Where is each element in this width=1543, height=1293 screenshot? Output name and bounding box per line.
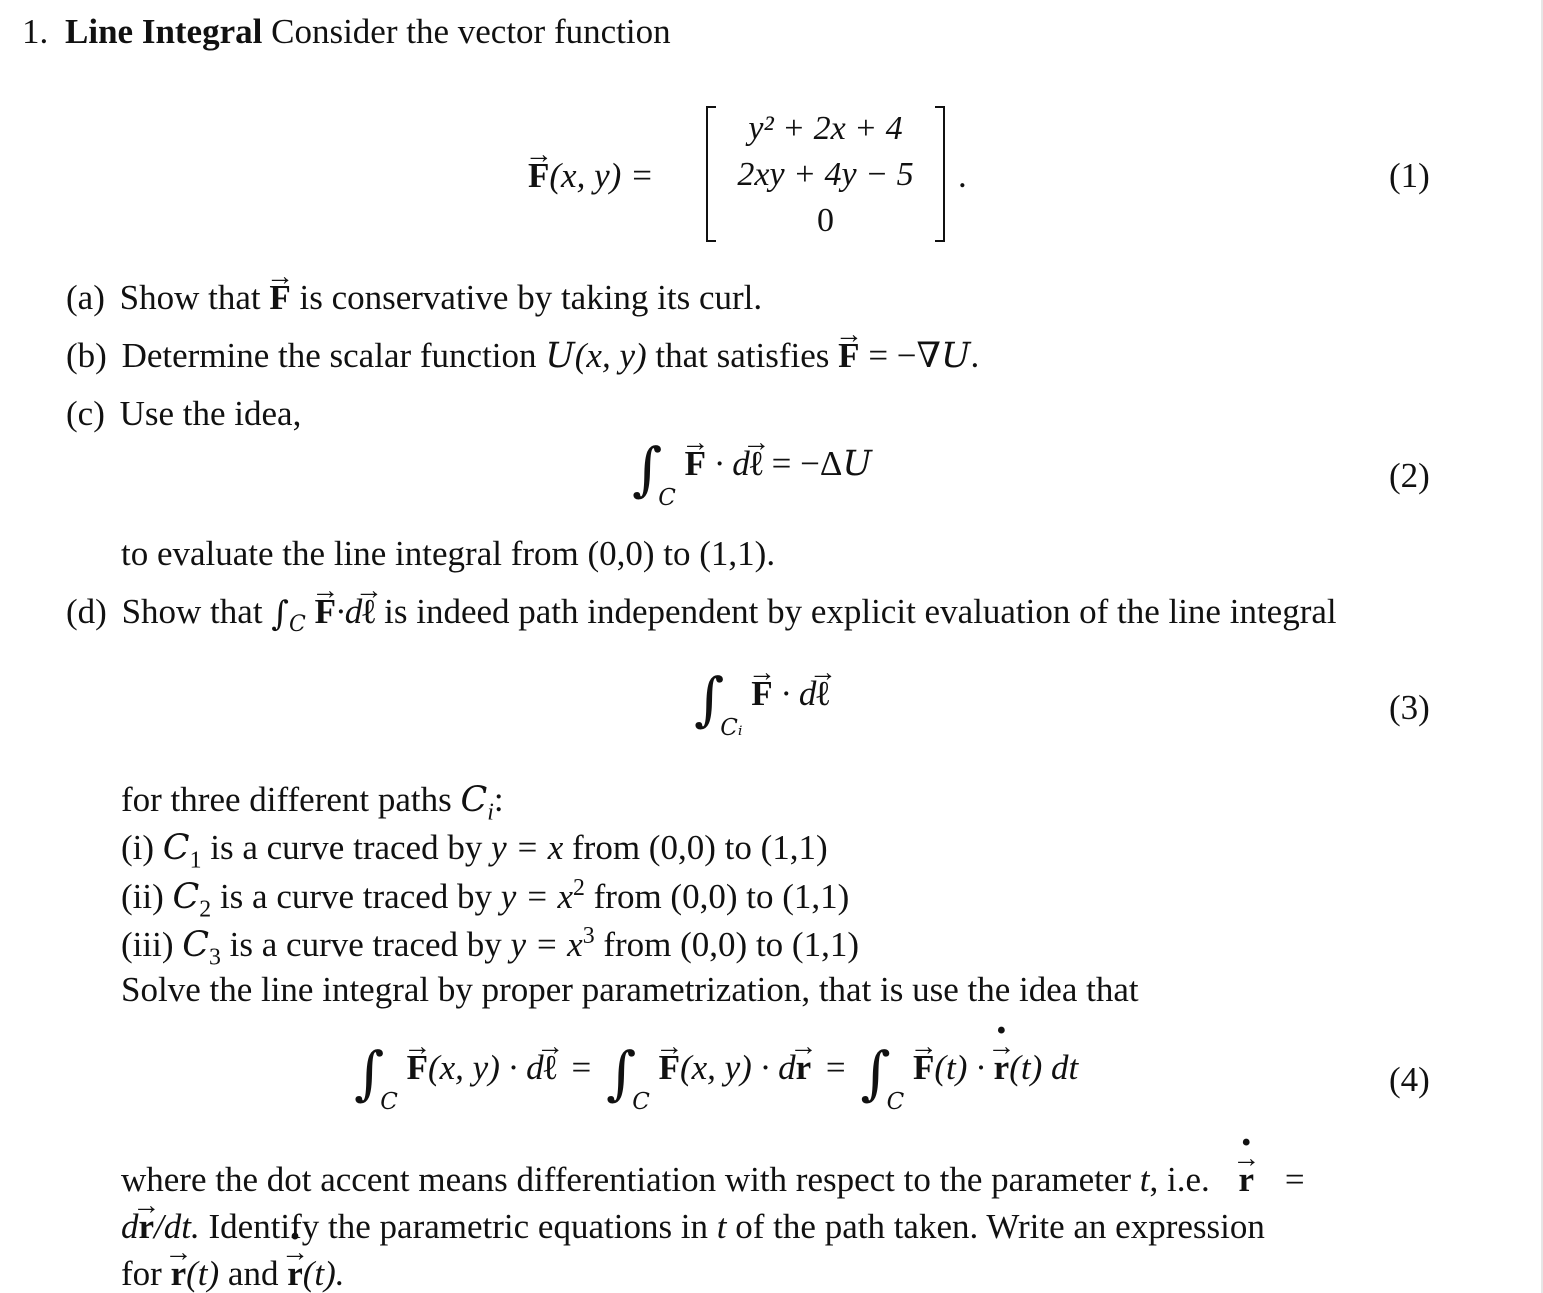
path-2-label: (ii) [121,877,164,917]
part-b-args: (x, y) [574,336,647,375]
paths-intro-end: : [493,780,504,819]
part-d-label: (d) [66,592,107,631]
eq2 [632,435,872,511]
path-3 [121,925,859,970]
integral-sign: ∫ [354,1039,385,1107]
vector-r: → r [171,1256,187,1291]
eq3-sub: Cᵢ [720,715,743,741]
where-line-2-pre: d [121,1207,139,1246]
path-2-post: from (0,0) to (1,1) [593,877,850,917]
path-3-label: (iii) [121,925,174,965]
scalar-U: U [940,336,971,376]
path-3-sym: C [182,925,210,966]
integral-sign: ∫ [860,1039,891,1107]
part-b-eq: = −∇ [868,336,941,375]
problem-intro: Consider the vector function [271,12,671,51]
path-1-eq: y = x [491,828,564,867]
eq2-sub: C [658,485,676,511]
vector-F: → F [269,280,290,315]
path-3-pre: is a curve traced by [229,925,502,965]
part-d-pre: Show that [121,592,263,631]
part-a-pre: Show that [119,278,261,317]
part-d-post: is indeed path independent by explicit evaluation of the line integral [384,592,1337,631]
integral-sign: ∫ [694,665,725,733]
vector-F: → F [407,1050,428,1085]
path-2-pre: is a curve traced by [219,877,493,917]
path-2-sym: C [172,877,200,918]
path-2-exp: 2 [572,875,585,901]
part-b-label: (b) [66,336,107,375]
path-1-pre: is a curve traced by [210,828,483,867]
eq4-sub-2: C [632,1089,650,1115]
path-2 [121,877,849,922]
where-line-3-arg2: (t). [302,1254,345,1293]
part-c [66,396,301,431]
problem-heading [22,14,671,49]
vector-F: → F [685,446,706,481]
part-a [66,280,762,315]
eq4-t3-args: (t) · [934,1048,985,1087]
path-1-label: (i) [121,828,155,867]
part-b [66,338,979,374]
paths-intro-sub: i [487,799,494,826]
path-2-eq: y = x [500,877,573,917]
vector-r-dot: → r [287,1256,303,1291]
eq4-sub-1: C [380,1089,398,1115]
eq4-t3-tail: (t) dt [1009,1048,1079,1087]
where-line-2-end: of the path taken. Write an expression [735,1207,1265,1246]
vector-r-dot: → r [1239,1162,1255,1197]
part-c-label: (c) [66,394,105,433]
where-line-2-post: Identify the parametric equations in [208,1207,709,1246]
integral-sign: ∫ [605,1039,637,1107]
path-1 [121,830,828,873]
vector-F: → F [913,1050,934,1085]
eq1-number: (1) [1389,156,1430,195]
where-eq: = [1284,1160,1305,1199]
paths-intro [121,782,504,825]
vector-F: → F [659,1050,680,1085]
solve-text: Solve the line integral by proper parametrization, that is use the idea that [121,970,1139,1009]
eq4-eq-1: = [571,1048,592,1087]
part-b-end: . [970,336,980,375]
where-line-1 [121,1162,1305,1197]
where-line-3-pre: for [121,1254,162,1293]
part-d [66,594,1337,636]
where-line-3 [121,1256,345,1291]
where-line-3-and: and [227,1254,279,1293]
eq4-eq-2: = [825,1048,846,1087]
where-line-3-arg1: (t) [186,1254,220,1293]
eq2-mid: · d [714,444,750,483]
eq3-number: (3) [1389,688,1430,727]
path-1-sub: 1 [189,847,202,874]
eq2-rhs: = −Δ [771,444,843,483]
where-line-2-frac: /dt. [154,1207,200,1246]
eq1-lhs-args: (x, y) = [549,156,654,195]
matrix-row-2: 2xy + 4y − 5 [737,156,914,193]
eq2-number: (2) [1389,456,1430,495]
eq1-matrix [706,106,945,242]
integral-sign: ∫ [271,594,290,634]
path-3-eq: y = x [510,925,583,965]
part-a-post: is conservative by taking its curl. [299,278,763,317]
vector-ell: → ℓ [544,1050,557,1085]
eq4-number: (4) [1389,1060,1430,1099]
paths-intro-sym: C [460,780,488,820]
eq1-trail: . [958,156,967,195]
matrix-row-1: y² + 2x + 4 [748,110,903,147]
vector-F: → F [838,338,859,373]
eq3-mid: · d [781,674,817,713]
vector-F: → F [528,158,549,193]
where-line-1-pre: where the dot accent means differentiation with respect to the parameter [121,1160,1132,1199]
part-a-label: (a) [66,278,105,317]
integral-sign: ∫ [632,435,663,503]
path-1-sym: C [162,828,190,868]
vector-r: → r [796,1050,812,1085]
where-t: t [1139,1160,1150,1199]
scalar-U: U [545,336,575,376]
problem-number: 1. [22,12,49,51]
vector-ell: → ℓ [362,594,375,629]
path-2-sub: 2 [199,896,212,923]
path-1-post: from (0,0) to (1,1) [572,828,828,867]
where-line-1-post: , i.e. [1149,1160,1210,1199]
scalar-U: U [842,444,872,484]
eq4 [354,1039,1079,1115]
vector-ell: → ℓ [750,446,763,481]
vector-F: → F [315,594,336,629]
path-3-post: from (0,0) to (1,1) [603,925,859,965]
eq4-sub-3: C [886,1089,905,1115]
vector-r-dot: → r [994,1050,1010,1085]
eq1-lhs [528,158,654,193]
part-c-text: Use the idea, [119,394,302,433]
vector-ell: → ℓ [816,676,829,711]
problem-title: Line Integral [65,12,263,51]
matrix-row-3: 0 [817,202,834,239]
eq3 [694,665,830,741]
eq4-t2-args: (x, y) · d [679,1048,796,1087]
path-3-exp: 3 [582,923,595,949]
eq4-t1-args: (x, y) · d [427,1048,544,1087]
part-c-follow: to evaluate the line integral from (0,0) to (1,1). [121,534,776,573]
part-b-pre: Determine the scalar function [121,336,537,375]
where-line-2-t: t [716,1207,727,1246]
inline-mid: ·d [336,592,363,631]
inline-int-sub: C [289,612,306,637]
part-b-mid: that satisfies [655,336,830,375]
vector-F: → F [751,676,772,711]
path-3-sub: 3 [209,944,221,971]
vector-r: → r [139,1209,155,1244]
paths-intro-pre: for three different paths [121,780,452,819]
